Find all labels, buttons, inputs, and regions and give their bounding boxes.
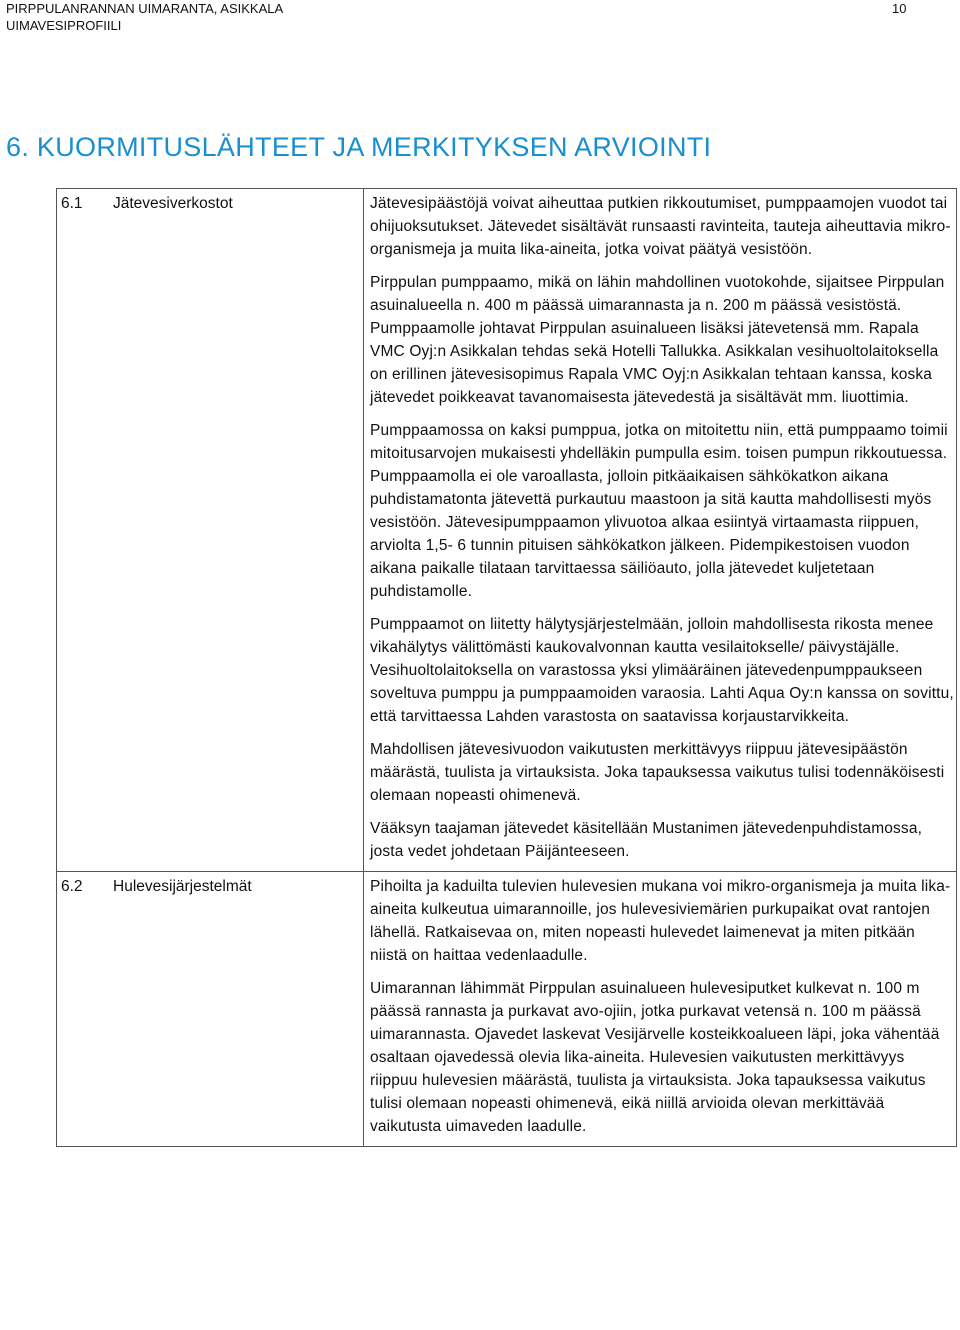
running-header [6,0,283,34]
paragraph: Pumppaamossa on kaksi pumppua, jotka on mitoitettu niin, että pumppaamo toimii mitoitusarvojen mukaisesti yhdelläkin pumpulla esim. toisen pumpun rikkoutuessa. Pumppaamolla ei ole varoallasta, jolloin pitkäaikaisen sähkökatkon aikana puhdistamatonta jätevettä purkautuu maastoon ja sitä kautta mahdollisesti myös vesistöön. Jätevesipumppaamon ylivuotoa alkaa esiintyä virtaamasta riippuen, arviolta 1,5- 6 tunnin pituisen sähkökatkon jälkeen. Pidempikestoisen vuodon aikana paikalle tilataan tarvittaessa säiliöauto, jolla jätevedet kuljetetaan puhdistamolle. [370,422,948,600]
section-text-cell [364,872,957,1147]
section-heading [57,872,363,898]
section-text-cell [364,189,957,872]
paragraph: Pumppaamot on liitetty hälytysjärjestelmään, jolloin mahdollisesta rikosta menee vikahälytys välittömästi kaukovalvonnan kautta vesilaitokselle/ päivystäjälle. Vesihuoltolaitoksella on varastossa yksi ylimääräinen jätevedenpumppaukseen soveltuva pumppu ja pumppaamoiden varaosia. Lahti Aqua Oy:n kanssa on sovittu, että tarvittaessa Lahden varastosta on saatavissa korjaustarvikkeita. [370,616,954,725]
paragraph: Mahdollisen jätevesivuodon vaikutusten merkittävyys riippuu jätevesipäästön määrästä, tuulista ja virtauksista. Joka tapauksessa vaikutus tulisi todennäköisesti olemaan nopeasti ohimenevä. [370,741,945,804]
header-line-1: PIRPPULANRANNAN UIMARANTA, ASIKKALA [6,1,284,16]
section-heading [57,189,363,215]
page-number: 10 [892,1,907,16]
section-title: Jätevesiverkostot [113,195,233,212]
section-number: 6.2 [61,878,83,895]
section-label-cell [57,872,364,1147]
header-line-2: UIMAVESIPROFIILI [6,18,122,33]
paragraph: Pirppulan pumppaamo, mikä on lähin mahdollinen vuotokohde, sijaitsee Pirppulan asuinalueella n. 400 m päässä uimarannasta ja n. 200 m päässä vesistöstä. Pumppaamolle johtavat Pirppulan asuinalueen lisäksi jätevetensä mm. Rapala VMC Oyj:n Asikkalan tehdas sekä Hotelli Tallukka. Asikkalan vesihuoltolaitoksella on erillinen jätevesisopimus Rapala VMC Oyj:n Asikkalan tehtaan kanssa, koska jätevedet poikkeavat tavanomaisesta jätevedestä ja sisältävät mm. liuottimia. [370,274,945,406]
section-label-cell [57,189,364,872]
section-row-6-1 [57,189,957,872]
section-number: 6.1 [61,195,83,212]
paragraph: Vääksyn taajaman jätevedet käsitellään Mustanimen jätevedenpuhdistamossa, josta vedet johdetaan Päijänteeseen. [370,820,923,860]
paragraph: Pihoilta ja kaduilta tulevien hulevesien mukana voi mikro-organismeja ja muita lika-aineita kulkeutua uimarannoille, jos hulevesiviemärien purkupaikat ovat rantojen lähellä. Ratkaisevaa on, miten nopeasti hulevedet laimenevat ja miten pitkään niistä on haittaa vedenlaadulle. [370,878,951,964]
section-title: Hulevesijärjestelmät [113,878,252,895]
chapter-title: 6. KUORMITUSLÄHTEET JA MERKITYKSEN ARVIOINTI [6,132,712,162]
paragraph: Jätevesipäästöjä voivat aiheuttaa putkien rikkoutumiset, pumppaamojen vuodot tai ohijuoksutukset. Jätevedet sisältävät runsaasti ravinteita, tauteja aiheuttavia mikro-organismeja ja muita lika-aineita, jotka voivat päätyä vesistöön. [370,195,951,258]
paragraph: Uimarannan lähimmät Pirppulan asuinalueen hulevesiputket kulkevat n. 100 m päässä rannasta ja purkavat avo-ojiin, jotka purkavat vetensä n. 100 m päässä uimarannasta. Ojavedet laskevat Vesijärvelle kosteikkoalueen läpi, joka vähentää osaltaan ojavedessä olevia lika-aineita. Hulevesien vaikutusten merkittävyys riippuu hulevesien määrästä, tuulista ja virtauksista. Joka tapauksessa vaikutus tulisi olemaan nopeasti ohimenevä, eikä niillä arvioida olevan merkittävää vaikutusta uimaveden laadulle. [370,980,940,1135]
sections-table [56,188,957,1147]
section-row-6-2 [57,872,957,1147]
